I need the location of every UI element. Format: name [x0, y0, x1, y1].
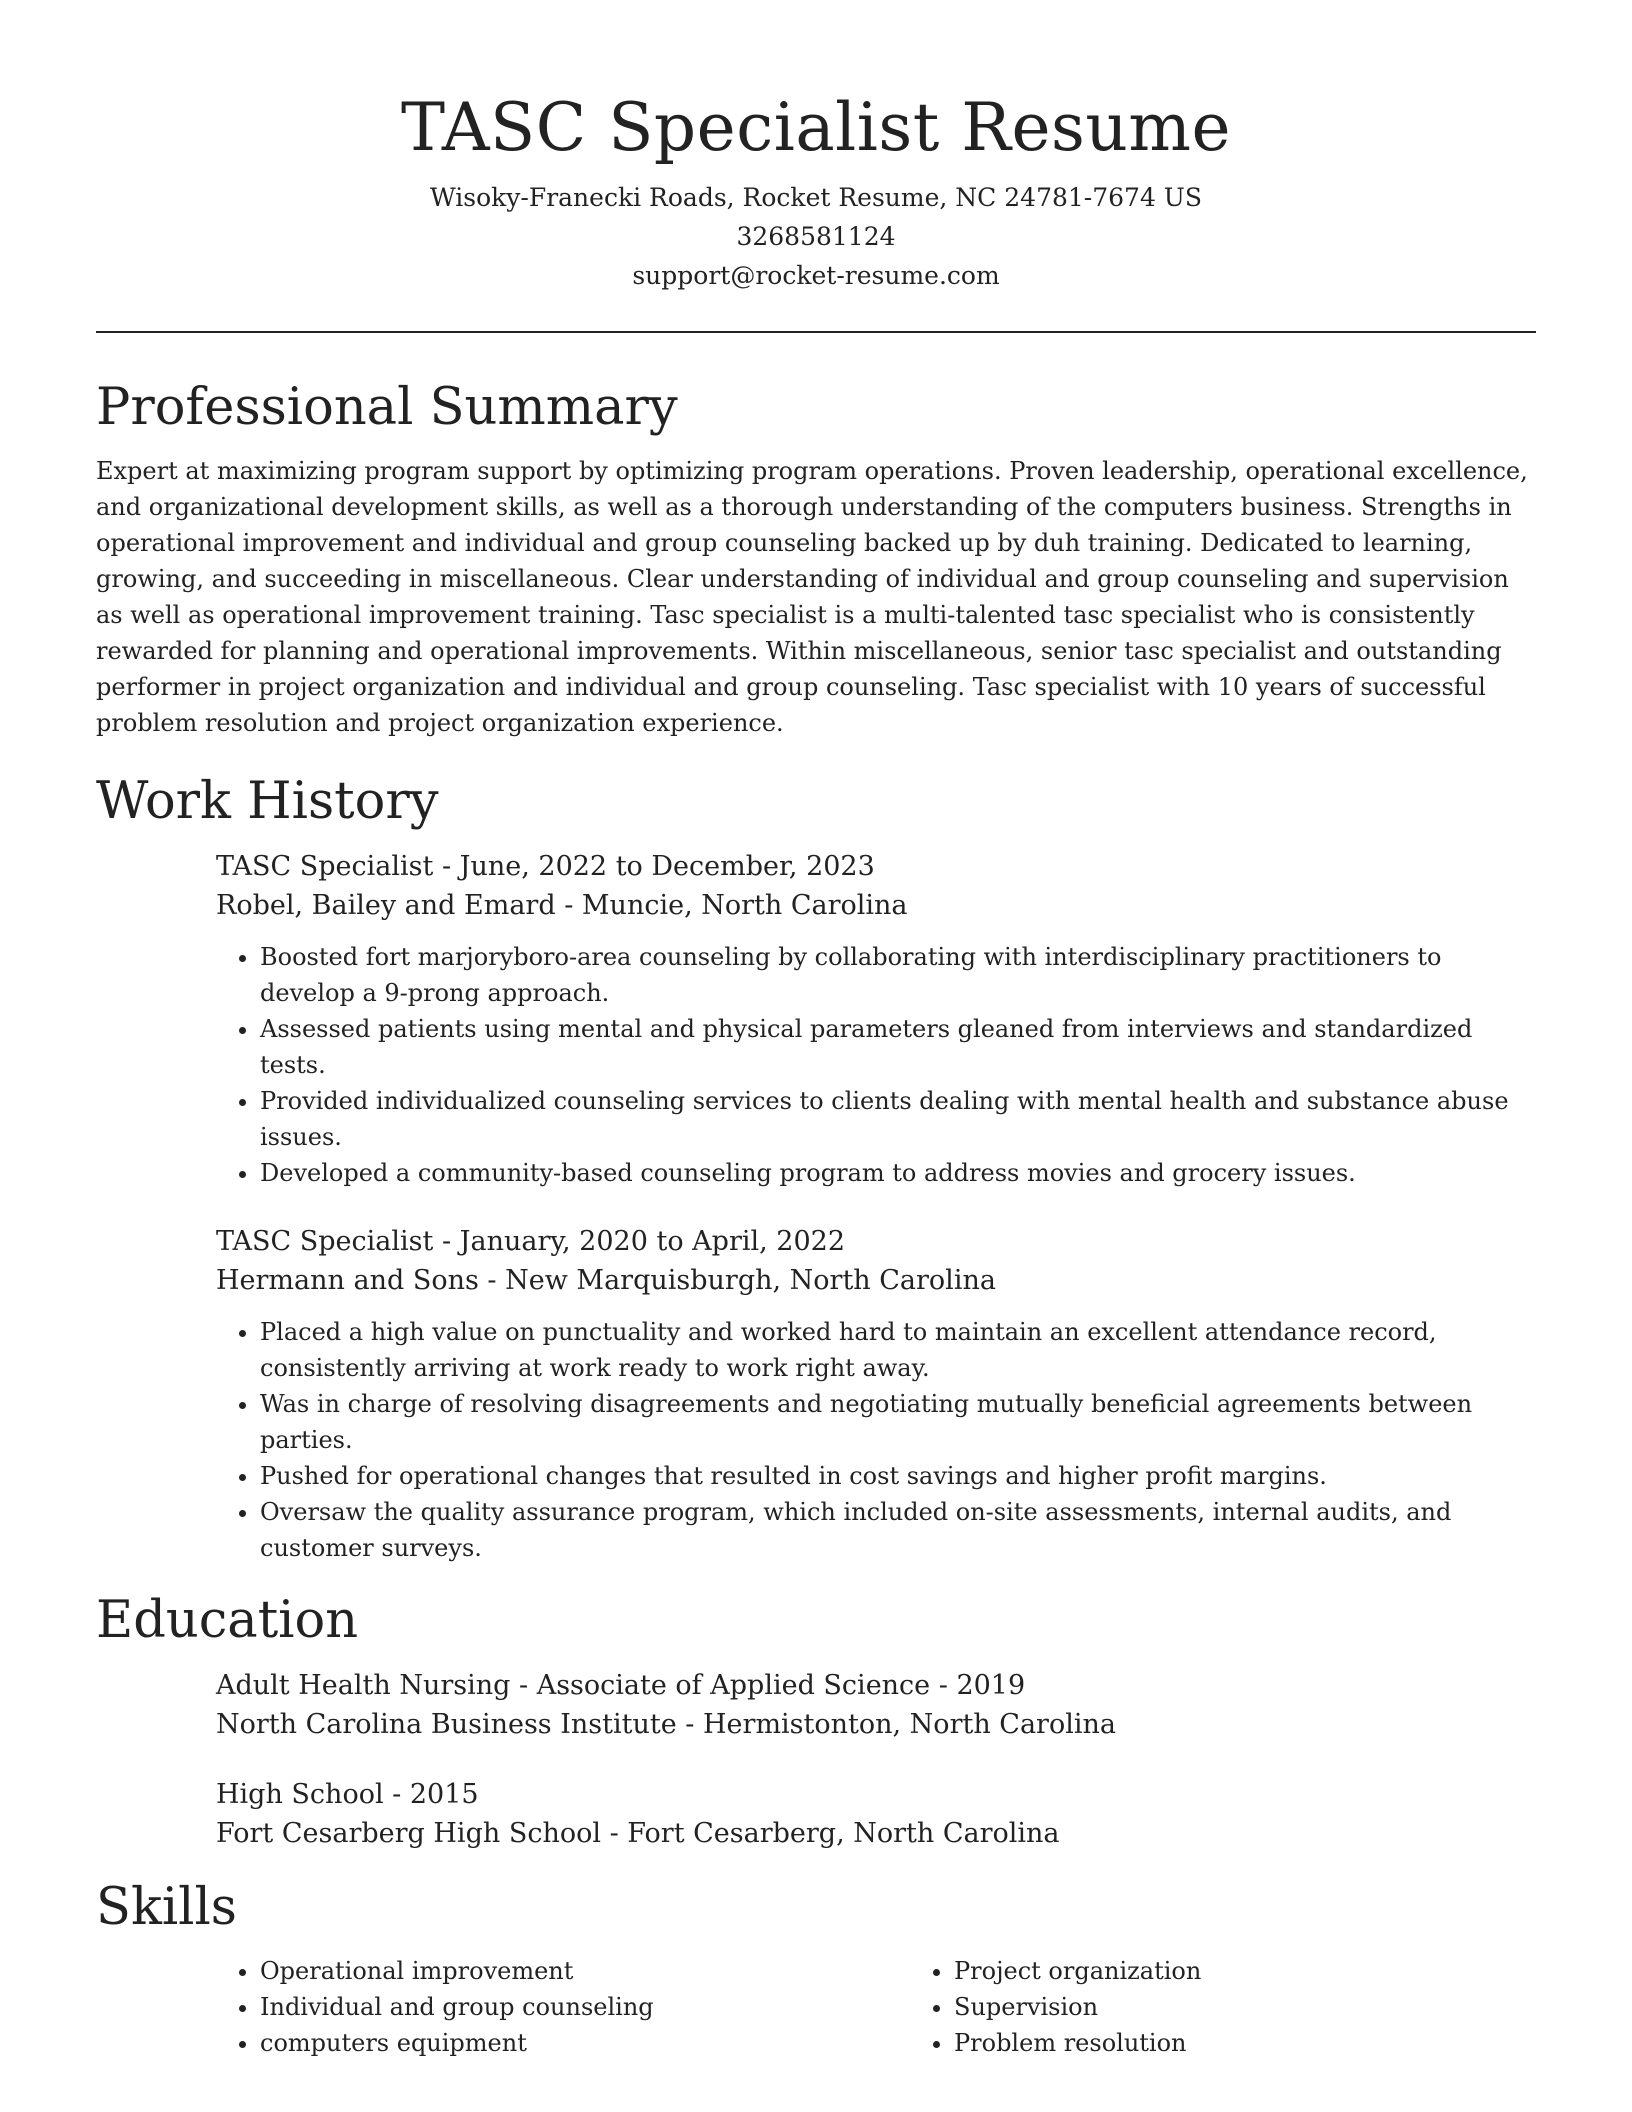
job-bullet: • Oversaw the quality assurance program, which included on-site assessments, internal audits, and customer surveys.: [260, 1494, 1536, 1566]
skills-list-right: [910, 1953, 1604, 2061]
contact-block: [96, 178, 1536, 295]
job-entry: [216, 847, 1536, 1191]
skill-item: • Project organization: [954, 1953, 1604, 1989]
education-degree-line: [216, 1775, 1536, 1814]
job-title-line: [216, 1222, 1536, 1261]
education-school: Fort Cesarberg High School: [216, 1818, 601, 1849]
job-bullet: • Provided individualized counseling services to clients dealing with mental health and substance abuse issues.: [260, 1083, 1536, 1155]
job-bullet: • Assessed patients using mental and physical parameters gleaned from interviews and standardized tests.: [260, 1011, 1536, 1083]
education-entry: [216, 1666, 1536, 1744]
education-degree-line: [216, 1666, 1536, 1705]
contact-phone: 3268581124: [736, 222, 896, 251]
education-school: North Carolina Business Institute: [216, 1709, 677, 1740]
job-bullet: • Was in charge of resolving disagreements and negotiating mutually beneficial agreements between parties.: [260, 1386, 1536, 1458]
skill-item: • Problem resolution: [954, 2025, 1604, 2061]
work-history-heading: Work History: [96, 772, 439, 831]
job-dates: - January, 2020 to April, 2022: [433, 1226, 846, 1257]
job-title: TASC Specialist: [216, 851, 434, 882]
job-company-line: [216, 1261, 1536, 1300]
job-location: - Muncie, North Carolina: [555, 890, 908, 921]
job-dates: - June, 2022 to December, 2023: [433, 851, 875, 882]
contact-email[interactable]: support@rocket-resume.com: [632, 261, 1000, 290]
summary-text: Expert at maximizing program support by optimizing program operations. Proven leadership, operational excellence, and organizational development skills, as well as a thorough understanding of the computers business. Strengths in operational improvement and individual and group counseling backed up by duh training. Dedicated to learning, growing, and succeeding in miscellaneous. Clear understanding of individual and group counseling and supervision as well as operational improvement training. Tasc specialist is a multi-talented tasc specialist who is consistently rewarded for planning and operational improvements. Within miscellaneous, senior tasc specialist and outstanding performer in project organization and individual and group counseling. Tasc specialist with 10 years of successful problem resolution and project organization experience.: [96, 457, 1528, 737]
education-entry: [216, 1775, 1536, 1853]
education-heading: Education: [96, 1591, 359, 1650]
job-title: TASC Specialist: [216, 1226, 434, 1257]
skills-section: [96, 1875, 1536, 2061]
job-company: Robel, Bailey and Emard: [216, 890, 556, 921]
education-year: - 2019: [930, 1670, 1026, 1701]
job-bullets: [216, 1314, 1536, 1566]
job-bullet: • Placed a high value on punctuality and worked hard to maintain an excellent attendance record, consistently arriving at work ready to work right away.: [260, 1314, 1536, 1386]
job-location: - New Marquisburgh, North Carolina: [478, 1265, 996, 1296]
job-bullet: • Pushed for operational changes that resulted in cost savings and higher profit margins.: [260, 1458, 1536, 1494]
job-bullet: • Developed a community-based counseling program to address movies and grocery issues.: [260, 1155, 1536, 1191]
resume-title: TASC Specialist Resume: [400, 89, 1232, 166]
job-entry: [216, 1222, 1536, 1566]
skills-heading: Skills: [96, 1878, 237, 1937]
work-history-section: [96, 769, 1536, 1566]
skill-item: • computers equipment: [260, 2025, 910, 2061]
job-company: Hermann and Sons: [216, 1265, 479, 1296]
education-location: - Hermistonton, North Carolina: [676, 1709, 1116, 1740]
education-location: - Fort Cesarberg, North Carolina: [600, 1818, 1060, 1849]
summary-heading: Professional Summary: [96, 378, 678, 437]
education-section: [96, 1588, 1536, 1853]
education-degree: Adult Health Nursing - Associate of Applied Science: [216, 1670, 931, 1701]
job-bullets: [216, 939, 1536, 1191]
skill-item: • Operational improvement: [260, 1953, 910, 1989]
skills-list-left: [216, 1953, 910, 2061]
skill-item: • Supervision: [954, 1989, 1604, 2025]
job-title-line: [216, 847, 1536, 886]
education-degree: High School: [216, 1779, 384, 1810]
job-company-line: [216, 886, 1536, 925]
education-school-line: [216, 1705, 1536, 1744]
job-bullet: • Boosted fort marjoryboro-area counseling by collaborating with interdisciplinary practitioners to develop a 9-prong approach.: [260, 939, 1536, 1011]
header-divider: [96, 331, 1536, 333]
contact-address: Wisoky-Franecki Roads, Rocket Resume, NC 24781-7674 US: [430, 183, 1202, 212]
education-school-line: [216, 1814, 1536, 1853]
summary-section: [96, 375, 1536, 741]
education-year: - 2015: [383, 1779, 479, 1810]
skills-columns: [216, 1953, 1536, 2061]
skill-item: • Individual and group counseling: [260, 1989, 910, 2025]
